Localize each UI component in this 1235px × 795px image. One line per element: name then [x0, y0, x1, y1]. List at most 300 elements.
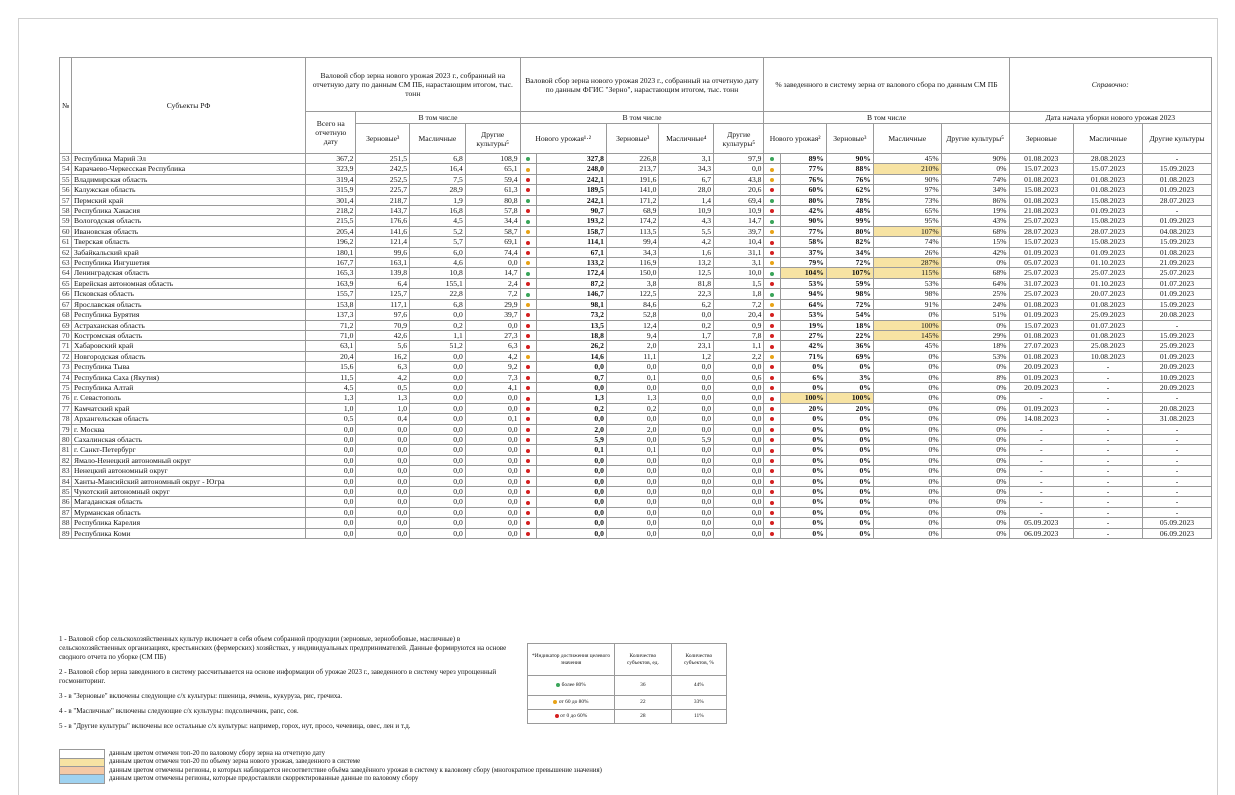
fgis-grain-cell: 0,2 [606, 403, 659, 413]
indicator-cell [520, 393, 536, 403]
percent-cell: 79% [780, 258, 826, 268]
indicator-dot-icon [526, 365, 530, 369]
fgis-other-cell: 39,7 [714, 226, 764, 236]
percent-cell: 0% [826, 434, 873, 444]
fgis-new-cell: 158,7 [536, 226, 606, 236]
fgis-other-cell: 1,5 [714, 278, 764, 288]
indicator-cell [764, 278, 780, 288]
indicator-dot-icon [526, 293, 530, 297]
region-name: Ханты-Мансийский автономный округ - Югра [72, 476, 306, 486]
grp4-other-header: Другие культуры [1142, 124, 1211, 154]
percent-cell: 6% [780, 372, 826, 382]
fgis-new-cell: 0,0 [536, 528, 606, 538]
percent-cell: 60% [780, 185, 826, 195]
date-other: - [1142, 206, 1211, 216]
fgis-oil-cell: 6,2 [659, 299, 714, 309]
date-oil: - [1074, 382, 1143, 392]
total-cell: 153,8 [306, 299, 356, 309]
percent-cell: 53% [780, 278, 826, 288]
fgis-new-cell: 14,6 [536, 351, 606, 361]
legend-row-red [528, 710, 615, 724]
percent-cell: 100% [780, 393, 826, 403]
other-cell: 69,1 [465, 237, 520, 247]
percent-cell: 0% [826, 497, 873, 507]
percent-cell: 45% [873, 341, 941, 351]
percent-cell: 34% [941, 185, 1009, 195]
percent-cell: 53% [780, 310, 826, 320]
date-grain: 01.09.2023 [1009, 403, 1074, 413]
date-oil: - [1074, 393, 1143, 403]
percent-cell: 0% [873, 310, 941, 320]
indicator-dot-icon [526, 511, 530, 515]
indicator-dot-icon [526, 324, 530, 328]
indicator-cell [520, 237, 536, 247]
percent-cell: 145% [873, 330, 941, 340]
indicator-dot-icon [770, 261, 774, 265]
other-cell: 0,0 [465, 518, 520, 528]
grp1-incl-header: В том числе [356, 112, 520, 124]
region-name: г. Москва [72, 424, 306, 434]
percent-cell: 0% [826, 382, 873, 392]
date-other: - [1142, 497, 1211, 507]
percent-cell: 42% [780, 206, 826, 216]
other-cell: 0,0 [465, 476, 520, 486]
date-oil: 28.08.2023 [1074, 154, 1143, 164]
table-row [60, 528, 1212, 538]
grain-cell: 99,6 [356, 247, 410, 257]
indicator-dot-icon [526, 178, 530, 182]
grp4-sub-header: Дата начала уборки нового урожая 2023 [1009, 112, 1212, 124]
percent-cell: 3% [826, 372, 873, 382]
fgis-new-cell: 248,0 [536, 164, 606, 174]
indicator-cell [764, 341, 780, 351]
table-row [60, 518, 1212, 528]
table-row [60, 455, 1212, 465]
date-other: - [1142, 154, 1211, 164]
row-number: 60 [60, 226, 72, 236]
fgis-grain-cell: 0,0 [606, 382, 659, 392]
grp4-grain-header: Зерновые [1009, 124, 1074, 154]
table-body [60, 154, 1212, 539]
grp2-other-header: Другие культуры⁵ [714, 124, 764, 154]
fgis-new-cell: 87,2 [536, 278, 606, 288]
fgis-other-cell: 10,9 [714, 206, 764, 216]
fgis-oil-cell: 0,2 [659, 320, 714, 330]
total-cell: 319,4 [306, 174, 356, 184]
grain-cell: 0,0 [356, 487, 410, 497]
fgis-new-cell: 146,7 [536, 289, 606, 299]
oil-cell: 10,8 [410, 268, 466, 278]
percent-cell: 62% [826, 185, 873, 195]
date-grain: 20.09.2023 [1009, 382, 1074, 392]
indicator-dot-icon [526, 220, 530, 224]
total-cell: 0,0 [306, 445, 356, 455]
date-grain: - [1009, 466, 1074, 476]
table-row [60, 507, 1212, 517]
indicator-cell [764, 393, 780, 403]
percent-cell: 0% [941, 382, 1009, 392]
total-cell: 205,4 [306, 226, 356, 236]
fgis-grain-cell: 1,3 [606, 393, 659, 403]
oil-cell: 155,1 [410, 278, 466, 288]
grain-cell: 97,6 [356, 310, 410, 320]
percent-cell: 76% [826, 174, 873, 184]
indicator-cell [764, 299, 780, 309]
legend-header-count: Количество субъектов, ед. [615, 644, 672, 676]
grp3-header-row2: В том числе [764, 112, 1009, 124]
percent-cell: 27% [780, 330, 826, 340]
fgis-new-cell: 172,4 [536, 268, 606, 278]
percent-cell: 43% [941, 216, 1009, 226]
table-row [60, 372, 1212, 382]
indicator-cell [520, 185, 536, 195]
percent-cell: 90% [941, 154, 1009, 164]
date-oil: 01.08.2023 [1074, 174, 1143, 184]
date-oil: 01.07.2023 [1074, 320, 1143, 330]
indicator-cell [520, 434, 536, 444]
date-oil: - [1074, 487, 1143, 497]
total-cell: 167,7 [306, 258, 356, 268]
fgis-new-cell: 0,0 [536, 497, 606, 507]
row-number: 56 [60, 185, 72, 195]
table-row [60, 320, 1212, 330]
indicator-dot-icon [770, 303, 774, 307]
percent-cell: 8% [941, 372, 1009, 382]
fgis-other-cell: 1,8 [714, 289, 764, 299]
fgis-other-cell: 0,0 [714, 466, 764, 476]
percent-cell: 0% [780, 466, 826, 476]
percent-cell: 90% [780, 216, 826, 226]
date-other: 25.09.2023 [1142, 341, 1211, 351]
indicator-dot-icon [770, 178, 774, 182]
indicator-dot-icon [526, 251, 530, 255]
fgis-oil-cell: 0,0 [659, 497, 714, 507]
percent-cell: 0% [941, 518, 1009, 528]
indicator-cell [520, 351, 536, 361]
indicator-dot-icon [770, 241, 774, 245]
percent-cell: 0% [873, 362, 941, 372]
fgis-grain-cell: 122,5 [606, 289, 659, 299]
color-key-text: данным цветом отмечены регионы, которые предоставляли скорректированные данные по валовому сбору [109, 775, 419, 783]
indicator-dot-icon [526, 355, 530, 359]
percent-cell: 0% [941, 414, 1009, 424]
grp3-grain-header: Зерновые³ [826, 124, 873, 154]
indicator-dot-icon [526, 438, 530, 442]
legend-count: 22 [615, 696, 672, 710]
total-cell: 71,0 [306, 330, 356, 340]
percent-cell: 94% [780, 289, 826, 299]
other-cell: 27,3 [465, 330, 520, 340]
other-cell: 0,0 [465, 434, 520, 444]
other-cell: 9,2 [465, 362, 520, 372]
indicator-cell [764, 466, 780, 476]
row-number: 62 [60, 247, 72, 257]
percent-cell: 287% [873, 258, 941, 268]
percent-cell: 107% [826, 268, 873, 278]
oil-cell: 0,0 [410, 434, 466, 444]
date-grain: 28.07.2023 [1009, 226, 1074, 236]
percent-cell: 0% [826, 487, 873, 497]
legend-row-yellow [528, 696, 615, 710]
fgis-grain-cell: 2,0 [606, 424, 659, 434]
other-cell: 108,9 [465, 154, 520, 164]
fgis-other-cell: 0,0 [714, 382, 764, 392]
fgis-new-cell: 189,5 [536, 185, 606, 195]
percent-cell: 0% [780, 487, 826, 497]
row-number: 74 [60, 372, 72, 382]
grain-cell: 0,5 [356, 382, 410, 392]
color-key-row [59, 775, 602, 783]
fgis-other-cell: 0,0 [714, 424, 764, 434]
total-cell: 11,5 [306, 372, 356, 382]
total-cell: 301,4 [306, 195, 356, 205]
percent-cell: 97% [873, 185, 941, 195]
oil-cell: 0,0 [410, 310, 466, 320]
other-cell: 0,0 [465, 258, 520, 268]
grain-cell: 5,6 [356, 341, 410, 351]
fgis-oil-cell: 4,2 [659, 237, 714, 247]
date-oil: 15.07.2023 [1074, 164, 1143, 174]
date-oil: 15.08.2023 [1074, 195, 1143, 205]
date-grain: - [1009, 487, 1074, 497]
table-row [60, 445, 1212, 455]
percent-cell: 0% [941, 476, 1009, 486]
fgis-new-cell: 0,0 [536, 487, 606, 497]
indicator-dot-icon [526, 490, 530, 494]
fgis-grain-cell: 84,6 [606, 299, 659, 309]
date-oil: - [1074, 445, 1143, 455]
harvest-table [59, 57, 1212, 539]
date-other: - [1142, 487, 1211, 497]
fgis-oil-cell: 3,1 [659, 154, 714, 164]
table-row [60, 154, 1212, 164]
fgis-other-cell: 20,4 [714, 310, 764, 320]
total-cell: 0,0 [306, 466, 356, 476]
indicator-dot-icon [770, 376, 774, 380]
percent-cell: 0% [826, 362, 873, 372]
date-grain: 01.08.2023 [1009, 330, 1074, 340]
oil-cell: 0,0 [410, 528, 466, 538]
footnote-5: 5 - в "Другие культуры" включены все остальные с/х культуры: например, горох, нут, просо, чечевица, овес, лен и т.д. [59, 722, 411, 730]
grain-cell: 42,6 [356, 330, 410, 340]
grain-cell: 0,0 [356, 528, 410, 538]
fgis-new-cell: 0,0 [536, 455, 606, 465]
fgis-grain-cell: 34,3 [606, 247, 659, 257]
other-cell: 4,2 [465, 351, 520, 361]
other-cell: 58,7 [465, 226, 520, 236]
indicator-cell [764, 289, 780, 299]
other-cell: 80,8 [465, 195, 520, 205]
fgis-oil-cell: 13,2 [659, 258, 714, 268]
color-key-text: данным цветом отмечен топ-20 по валовому сбору зерна на отчетную дату [109, 750, 325, 757]
fgis-other-cell: 0,0 [714, 518, 764, 528]
percent-cell: 48% [826, 206, 873, 216]
region-name: Тверская область [72, 237, 306, 247]
region-name: Республика Алтай [72, 382, 306, 392]
grain-cell: 242,5 [356, 164, 410, 174]
footnote-4: 4 - в "Масличные" включены следующие с/х культуры: подсолнечник, рапс, соя. [59, 707, 299, 715]
oil-cell: 51,2 [410, 341, 466, 351]
row-number: 76 [60, 393, 72, 403]
fgis-new-cell: 0,0 [536, 507, 606, 517]
date-other: - [1142, 434, 1211, 444]
grain-cell: 1,3 [356, 393, 410, 403]
fgis-grain-cell: 0,0 [606, 528, 659, 538]
percent-cell: 0% [941, 507, 1009, 517]
row-number: 80 [60, 434, 72, 444]
grain-cell: 125,7 [356, 289, 410, 299]
indicator-cell [764, 487, 780, 497]
fgis-new-cell: 193,2 [536, 216, 606, 226]
green-dot-icon [556, 683, 560, 687]
footnote-2: 2 - Валовой сбор зерна заведенного в систему рассчитывается на основе информации об урожае 2023 г., заведенного в систему через упрощенный госмониторинг. [59, 668, 497, 685]
fgis-other-cell: 20,6 [714, 185, 764, 195]
fgis-oil-cell: 1,7 [659, 330, 714, 340]
date-grain: 27.07.2023 [1009, 341, 1074, 351]
date-oil: - [1074, 372, 1143, 382]
percent-cell: 115% [873, 268, 941, 278]
row-number: 84 [60, 476, 72, 486]
fgis-other-cell: 0,0 [714, 455, 764, 465]
oil-cell: 1,9 [410, 195, 466, 205]
oil-cell: 4,5 [410, 216, 466, 226]
indicator-cell [520, 372, 536, 382]
fgis-other-cell: 2,2 [714, 351, 764, 361]
table-row [60, 299, 1212, 309]
fgis-oil-cell: 5,5 [659, 226, 714, 236]
percent-cell: 42% [941, 247, 1009, 257]
date-other: - [1142, 393, 1211, 403]
percent-cell: 0% [873, 497, 941, 507]
percent-cell: 72% [826, 258, 873, 268]
percent-cell: 25% [941, 289, 1009, 299]
grain-cell: 0,0 [356, 424, 410, 434]
table-row [60, 362, 1212, 372]
report-page [18, 18, 1218, 795]
percent-cell: 36% [826, 341, 873, 351]
date-oil: 01.10.2023 [1074, 278, 1143, 288]
date-grain: - [1009, 455, 1074, 465]
indicator-cell [520, 216, 536, 226]
fgis-oil-cell: 12,5 [659, 268, 714, 278]
fgis-other-cell: 0,0 [714, 445, 764, 455]
indicator-dot-icon [770, 511, 774, 515]
footnotes [59, 635, 509, 737]
fgis-oil-cell: 0,0 [659, 466, 714, 476]
indicator-cell [764, 382, 780, 392]
fgis-other-cell: 0,9 [714, 320, 764, 330]
percent-cell: 95% [873, 216, 941, 226]
total-cell: 155,7 [306, 289, 356, 299]
percent-cell: 59% [826, 278, 873, 288]
indicator-cell [764, 258, 780, 268]
region-name: Ивановская область [72, 226, 306, 236]
fgis-new-cell: 73,2 [536, 310, 606, 320]
indicator-cell [520, 528, 536, 538]
region-name: Республика Ингушетия [72, 258, 306, 268]
percent-cell: 74% [873, 237, 941, 247]
date-grain: 15.07.2023 [1009, 164, 1074, 174]
table-row [60, 226, 1212, 236]
region-name: Ярославская область [72, 299, 306, 309]
indicator-dot-icon [770, 521, 774, 525]
fgis-other-cell: 0,0 [714, 434, 764, 444]
percent-cell: 0% [941, 487, 1009, 497]
date-other: 20.08.2023 [1142, 403, 1211, 413]
total-cell: 0,0 [306, 497, 356, 507]
date-other: 15.09.2023 [1142, 237, 1211, 247]
fgis-oil-cell: 0,0 [659, 414, 714, 424]
oil-cell: 0,0 [410, 393, 466, 403]
date-oil: - [1074, 518, 1143, 528]
indicator-cell [764, 330, 780, 340]
fgis-oil-cell: 1,4 [659, 195, 714, 205]
oil-cell: 16,4 [410, 164, 466, 174]
other-cell: 0,0 [465, 403, 520, 413]
indicator-dot-icon [770, 480, 774, 484]
total-cell: 0,5 [306, 414, 356, 424]
date-other: 05.09.2023 [1142, 518, 1211, 528]
percent-cell: 89% [780, 154, 826, 164]
indicator-dot-icon [770, 188, 774, 192]
table-row [60, 289, 1212, 299]
fgis-oil-cell: 5,9 [659, 434, 714, 444]
fgis-grain-cell: 9,4 [606, 330, 659, 340]
fgis-oil-cell: 0,0 [659, 455, 714, 465]
fgis-new-cell: 18,8 [536, 330, 606, 340]
fgis-new-cell: 2,0 [536, 424, 606, 434]
percent-cell: 18% [941, 341, 1009, 351]
percent-cell: 0% [941, 466, 1009, 476]
fgis-other-cell: 14,7 [714, 216, 764, 226]
date-oil: 25.08.2023 [1074, 341, 1143, 351]
fgis-other-cell: 0,0 [714, 403, 764, 413]
date-oil: - [1074, 455, 1143, 465]
fgis-other-cell: 0,0 [714, 414, 764, 424]
total-cell: 137,3 [306, 310, 356, 320]
row-number: 65 [60, 278, 72, 288]
color-key-text: данным цветом отмечены регионы, в которых наблюдается несоответствие объёма заведённого урожая в систему к валовому сбору (многократное превышение значения) [109, 766, 602, 774]
percent-cell: 0% [826, 518, 873, 528]
grain-cell: 218,7 [356, 195, 410, 205]
percent-cell: 0% [780, 455, 826, 465]
color-key-row [59, 750, 602, 758]
percent-cell: 104% [780, 268, 826, 278]
percent-cell: 107% [873, 226, 941, 236]
indicator-dot-icon [770, 313, 774, 317]
total-cell: 0,0 [306, 518, 356, 528]
date-grain: 15.07.2023 [1009, 237, 1074, 247]
indicator-dot-icon [770, 168, 774, 172]
percent-cell: 88% [826, 164, 873, 174]
footnote-1: 1 - Валовой сбор сельскохозяйственных культур включает в себя объем собранной продукции (зерновые, зернобобовые, масличные) в сельскохозяйственных организациях, крестьянских (фермерских) хозяйствах, у индивидуальных предпринимателей. Данные формируются на основе сводного отчета по уборке (СМ ПБ) [59, 635, 507, 661]
date-oil: 25.07.2023 [1074, 268, 1143, 278]
indicator-cell [764, 247, 780, 257]
table-row [60, 268, 1212, 278]
total-cell: 0,0 [306, 487, 356, 497]
oil-cell: 6,8 [410, 299, 466, 309]
fgis-new-cell: 0,0 [536, 382, 606, 392]
indicator-dot-icon [770, 490, 774, 494]
fgis-oil-cell: 23,1 [659, 341, 714, 351]
grp3-oil-header: Масличные [873, 124, 941, 154]
grain-cell: 0,0 [356, 434, 410, 444]
grain-cell: 141,6 [356, 226, 410, 236]
table-row [60, 258, 1212, 268]
grp2-oil-header: Масличные⁴ [659, 124, 714, 154]
date-oil: 15.08.2023 [1074, 216, 1143, 226]
fgis-new-cell: 98,1 [536, 299, 606, 309]
